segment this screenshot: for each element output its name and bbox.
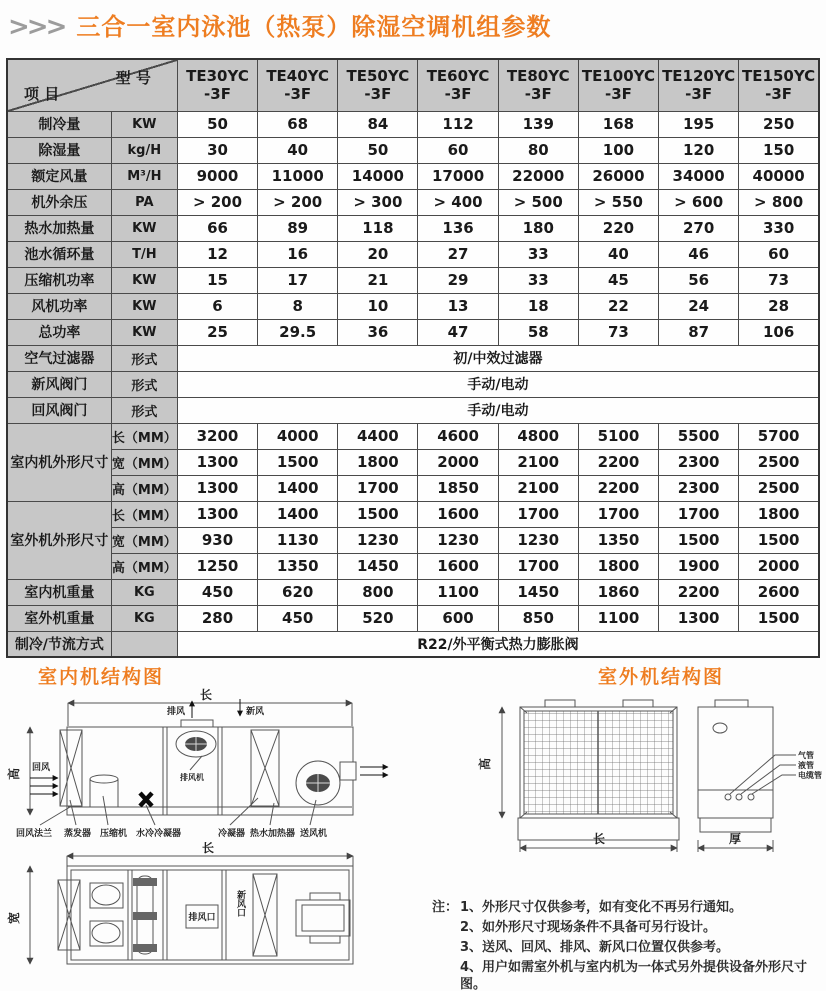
notes-items [460, 900, 824, 991]
value-cell: 250 [739, 111, 819, 137]
value-cell: 195 [659, 111, 739, 137]
value-cell: 1350 [258, 553, 338, 579]
value-cell: 100 [578, 137, 658, 163]
value-cell: 29.5 [258, 319, 338, 345]
note-item: 1、外形尺寸仅供参考，如有变化不再另行通知。 [460, 900, 743, 915]
value-cell: 1700 [498, 501, 578, 527]
fresh-air-label: 新风 [246, 707, 265, 717]
value-cell: 5700 [739, 423, 819, 449]
value-cell: 13 [418, 293, 498, 319]
value-cell: 73 [578, 319, 658, 345]
table-row [7, 215, 819, 241]
liquid-pipe-label: 液管 [798, 761, 814, 770]
value-cell: 60 [739, 241, 819, 267]
value-cell: 1300 [177, 449, 257, 475]
row-label-cell: 制冷量 [7, 111, 111, 137]
value-cell: 1230 [338, 527, 418, 553]
value-cell: 1800 [578, 553, 658, 579]
value-cell: 18 [498, 293, 578, 319]
model-header-cell [659, 59, 739, 111]
value-cell: 1400 [258, 475, 338, 501]
value-cell: 1700 [498, 553, 578, 579]
row-label-cell: 压缩机功率 [7, 267, 111, 293]
row-label-cell: 新风阀门 [7, 371, 111, 397]
value-cell: 2300 [659, 449, 739, 475]
value-cell: 28 [739, 293, 819, 319]
table-row [7, 631, 819, 657]
cable-pipe-label: 电缆管 [798, 771, 822, 780]
part-label-compressor: 压缩机 [100, 829, 128, 839]
value-cell: 46 [659, 241, 739, 267]
value-cell: 6 [177, 293, 257, 319]
table-row [7, 423, 819, 449]
model-name: TE60YC [426, 66, 490, 85]
value-cell: 36 [338, 319, 418, 345]
value-cell: 1600 [418, 553, 498, 579]
value-cell: 58 [498, 319, 578, 345]
value-cell: 620 [258, 579, 338, 605]
gas-pipe-label: 气管 [798, 751, 814, 760]
dim-length-label: 长 [202, 842, 215, 855]
dim-height-label: 高 [7, 767, 21, 781]
unit-cell: KW [111, 319, 177, 345]
unit-cell [111, 631, 177, 657]
corner-item-label: 项 目 [24, 84, 60, 103]
unit-cell: KG [111, 605, 177, 631]
value-cell: 9000 [177, 163, 257, 189]
chevrons-icon: >>> [8, 12, 65, 42]
value-cell: 106 [739, 319, 819, 345]
dim-length-label: 长 [593, 832, 606, 846]
value-cell: 1500 [739, 527, 819, 553]
span-value-cell: R22/外平衡式热力膨胀阀 [177, 631, 819, 657]
value-cell: 16 [258, 241, 338, 267]
value-cell: 800 [338, 579, 418, 605]
note-item: 2、如外形尺寸现场条件不具备可另行设计。 [460, 919, 717, 935]
model-name: TE40YC [266, 66, 330, 85]
value-cell: 17000 [418, 163, 498, 189]
model-suffix: -3F [364, 85, 392, 104]
value-cell: 4800 [498, 423, 578, 449]
value-cell: 520 [338, 605, 418, 631]
row-label-cell: 室外机重量 [7, 605, 111, 631]
table-row [7, 397, 819, 423]
dim-height-label: 高 [478, 757, 492, 771]
value-cell: 22 [578, 293, 658, 319]
unit-cell: KW [111, 267, 177, 293]
exhaust-fan-label: 排风机 [180, 773, 204, 782]
row-label-cell: 室内机重量 [7, 579, 111, 605]
value-cell: > 300 [338, 189, 418, 215]
row-label-cell: 总功率 [7, 319, 111, 345]
unit-cell: PA [111, 189, 177, 215]
indoor-side-view-diagram [0, 686, 420, 842]
value-cell: 50 [177, 111, 257, 137]
value-cell: 2000 [418, 449, 498, 475]
value-cell: 10 [338, 293, 418, 319]
value-cell: 22000 [498, 163, 578, 189]
model-name: TE120YC [662, 66, 736, 85]
span-value-cell: 手动/电动 [177, 397, 819, 423]
notes-block [432, 900, 824, 991]
exhaust-outlet-label: 排风口 [188, 913, 216, 923]
unit-cell: 宽（MM） [111, 449, 177, 475]
value-cell: 5100 [578, 423, 658, 449]
value-cell: 930 [177, 527, 257, 553]
value-cell: 1230 [498, 527, 578, 553]
model-header-cell [258, 59, 338, 111]
corner-model-label: 型 号 [115, 69, 151, 87]
row-label-cell: 机外余压 [7, 189, 111, 215]
value-cell: 1700 [578, 501, 658, 527]
value-cell: 15 [177, 267, 257, 293]
value-cell: 2000 [739, 553, 819, 579]
value-cell: 120 [659, 137, 739, 163]
value-cell: 450 [258, 605, 338, 631]
value-cell: 4400 [338, 423, 418, 449]
part-label-evaporator: 蒸发器 [64, 829, 92, 839]
value-cell: 1230 [418, 527, 498, 553]
span-value-cell: 手动/电动 [177, 371, 819, 397]
value-cell: 3200 [177, 423, 257, 449]
value-cell: 180 [498, 215, 578, 241]
model-name: TE30YC [186, 66, 249, 85]
value-cell: 1300 [177, 475, 257, 501]
value-cell: 47 [418, 319, 498, 345]
value-cell: 2300 [659, 475, 739, 501]
table-row [7, 189, 819, 215]
value-cell: 220 [578, 215, 658, 241]
value-cell: 2200 [659, 579, 739, 605]
row-label-cell: 室外机外形尺寸 [7, 501, 111, 579]
model-name: TE150YC [742, 66, 816, 85]
value-cell: 1100 [418, 579, 498, 605]
value-cell: 8 [258, 293, 338, 319]
model-name: TE80YC [506, 66, 570, 85]
value-cell: 1700 [659, 501, 739, 527]
table-row [7, 579, 819, 605]
value-cell: 270 [659, 215, 739, 241]
value-cell: 1800 [338, 449, 418, 475]
value-cell: 87 [659, 319, 739, 345]
outdoor-diagram-title: 室外机结构图 [598, 666, 725, 688]
value-cell: 2100 [498, 449, 578, 475]
table-row [7, 111, 819, 137]
table-header-row [7, 59, 819, 111]
value-cell: 27 [418, 241, 498, 267]
value-cell: 1700 [338, 475, 418, 501]
spec-table [6, 58, 820, 658]
table-row [7, 137, 819, 163]
page-header [8, 14, 551, 40]
exhaust-air-label: 排风 [167, 707, 186, 717]
value-cell: 1450 [498, 579, 578, 605]
table-row [7, 293, 819, 319]
value-cell: 21 [338, 267, 418, 293]
value-cell: 5500 [659, 423, 739, 449]
table-row [7, 475, 819, 501]
value-cell: 168 [578, 111, 658, 137]
model-suffix: -3F [765, 85, 793, 104]
value-cell: > 550 [578, 189, 658, 215]
value-cell: 56 [659, 267, 739, 293]
value-cell: 89 [258, 215, 338, 241]
value-cell: 150 [739, 137, 819, 163]
unit-cell: 形式 [111, 371, 177, 397]
dim-width-label: 宽 [7, 911, 21, 925]
part-label-condenser: 冷凝器 [218, 829, 246, 839]
return-air-label: 回风 [32, 763, 51, 773]
unit-cell: KW [111, 111, 177, 137]
value-cell: 68 [258, 111, 338, 137]
value-cell: 80 [498, 137, 578, 163]
value-cell: > 800 [739, 189, 819, 215]
unit-cell: 宽（MM） [111, 527, 177, 553]
value-cell: 24 [659, 293, 739, 319]
value-cell: > 500 [498, 189, 578, 215]
value-cell: 1100 [578, 605, 658, 631]
span-value-cell: 初/中效过滤器 [177, 345, 819, 371]
value-cell: 60 [418, 137, 498, 163]
model-header-cell [338, 59, 418, 111]
value-cell: 1130 [258, 527, 338, 553]
table-row [7, 267, 819, 293]
unit-cell: T/H [111, 241, 177, 267]
value-cell: 1500 [338, 501, 418, 527]
value-cell: > 200 [258, 189, 338, 215]
value-cell: 33 [498, 267, 578, 293]
value-cell: 1500 [739, 605, 819, 631]
value-cell: 11000 [258, 163, 338, 189]
value-cell: 1400 [258, 501, 338, 527]
value-cell: 17 [258, 267, 338, 293]
value-cell: > 400 [418, 189, 498, 215]
row-label-cell: 风机功率 [7, 293, 111, 319]
model-suffix: -3F [604, 85, 632, 104]
value-cell: 136 [418, 215, 498, 241]
indoor-diagram-title: 室内机结构图 [38, 666, 165, 688]
table-row [7, 449, 819, 475]
table-row [7, 345, 819, 371]
table-row [7, 371, 819, 397]
value-cell: 34000 [659, 163, 739, 189]
row-label-cell: 回风阀门 [7, 397, 111, 423]
model-name: TE100YC [581, 66, 655, 85]
value-cell: 2200 [578, 475, 658, 501]
value-cell: 850 [498, 605, 578, 631]
part-label-water-condenser: 水冷冷凝器 [136, 829, 182, 839]
row-label-cell: 制冷/节流方式 [7, 631, 111, 657]
note-item: 4、用户如需室外机与室内机为一体式另外提供设备外形尺寸图。 [460, 959, 808, 991]
value-cell: 1900 [659, 553, 739, 579]
row-label-cell: 额定风量 [7, 163, 111, 189]
value-cell: 1500 [659, 527, 739, 553]
unit-cell: KW [111, 215, 177, 241]
table-row [7, 553, 819, 579]
row-label-cell: 除湿量 [7, 137, 111, 163]
model-header-cell [578, 59, 658, 111]
value-cell: 4000 [258, 423, 338, 449]
value-cell: 29 [418, 267, 498, 293]
value-cell: 1350 [578, 527, 658, 553]
model-suffix: -3F [284, 85, 312, 104]
part-label-water-heater: 热水加热器 [250, 829, 296, 839]
value-cell: 1500 [258, 449, 338, 475]
value-cell: 40 [578, 241, 658, 267]
value-cell: 330 [739, 215, 819, 241]
value-cell: 1800 [739, 501, 819, 527]
model-name: TE50YC [346, 66, 410, 85]
row-label-cell: 空气过滤器 [7, 345, 111, 371]
value-cell: 1600 [418, 501, 498, 527]
indoor-side-linework [30, 699, 388, 825]
table-row [7, 163, 819, 189]
value-cell: 14000 [338, 163, 418, 189]
part-label-return-flange: 回风法兰 [16, 829, 53, 839]
model-suffix: -3F [685, 85, 713, 104]
row-label-cell: 热水加热量 [7, 215, 111, 241]
value-cell: 40000 [739, 163, 819, 189]
model-suffix: -3F [204, 85, 231, 104]
value-cell: 2100 [498, 475, 578, 501]
value-cell: 1850 [418, 475, 498, 501]
table-row [7, 527, 819, 553]
value-cell: 1450 [338, 553, 418, 579]
page-title: 三合一室内泳池（热泵）除湿空调机组参数 [76, 13, 552, 41]
value-cell: 1860 [578, 579, 658, 605]
fresh-outlet-label: 新风口 [235, 890, 245, 917]
value-cell: 45 [578, 267, 658, 293]
model-header-cell [739, 59, 819, 111]
value-cell: 84 [338, 111, 418, 137]
unit-cell: 长（MM） [111, 423, 177, 449]
unit-cell: kg/H [111, 137, 177, 163]
value-cell: 33 [498, 241, 578, 267]
table-row [7, 605, 819, 631]
dim-depth-label: 厚 [729, 832, 742, 846]
indoor-top-view-diagram [0, 842, 420, 988]
value-cell: 66 [177, 215, 257, 241]
model-suffix: -3F [524, 85, 552, 104]
value-cell: 1300 [177, 501, 257, 527]
outdoor-linework [502, 700, 796, 852]
value-cell: 4600 [418, 423, 498, 449]
corner-cell [7, 59, 177, 111]
notes-prefix: 注： [432, 900, 459, 915]
value-cell: 1250 [177, 553, 257, 579]
table-row [7, 501, 819, 527]
value-cell: 50 [338, 137, 418, 163]
dim-length-label: 长 [200, 688, 213, 702]
model-header-cell [177, 59, 257, 111]
value-cell: > 600 [659, 189, 739, 215]
row-label-cell: 室内机外形尺寸 [7, 423, 111, 501]
unit-cell: M³/H [111, 163, 177, 189]
value-cell: > 200 [177, 189, 257, 215]
unit-cell: KG [111, 579, 177, 605]
note-item: 3、送风、回风、排风、新风口位置仅供参考。 [460, 939, 730, 955]
unit-cell: 长（MM） [111, 501, 177, 527]
table-row [7, 241, 819, 267]
row-label-cell: 池水循环量 [7, 241, 111, 267]
value-cell: 40 [258, 137, 338, 163]
value-cell: 2500 [739, 449, 819, 475]
unit-cell: 形式 [111, 345, 177, 371]
value-cell: 25 [177, 319, 257, 345]
model-header-cell [498, 59, 578, 111]
value-cell: 450 [177, 579, 257, 605]
value-cell: 20 [338, 241, 418, 267]
value-cell: 2600 [739, 579, 819, 605]
value-cell: 112 [418, 111, 498, 137]
value-cell: 30 [177, 137, 257, 163]
indoor-top-linework [30, 856, 353, 964]
unit-cell: 形式 [111, 397, 177, 423]
outdoor-unit-diagram [430, 692, 826, 870]
model-suffix: -3F [444, 85, 472, 104]
value-cell: 26000 [578, 163, 658, 189]
value-cell: 118 [338, 215, 418, 241]
value-cell: 2200 [578, 449, 658, 475]
value-cell: 1300 [659, 605, 739, 631]
value-cell: 600 [418, 605, 498, 631]
unit-cell: KW [111, 293, 177, 319]
unit-cell: 高（MM） [111, 553, 177, 579]
value-cell: 280 [177, 605, 257, 631]
model-header-cell [418, 59, 498, 111]
value-cell: 73 [739, 267, 819, 293]
value-cell: 139 [498, 111, 578, 137]
table-row [7, 319, 819, 345]
value-cell: 12 [177, 241, 257, 267]
unit-cell: 高（MM） [111, 475, 177, 501]
part-label-supply-fan: 送风机 [300, 829, 328, 839]
value-cell: 2500 [739, 475, 819, 501]
